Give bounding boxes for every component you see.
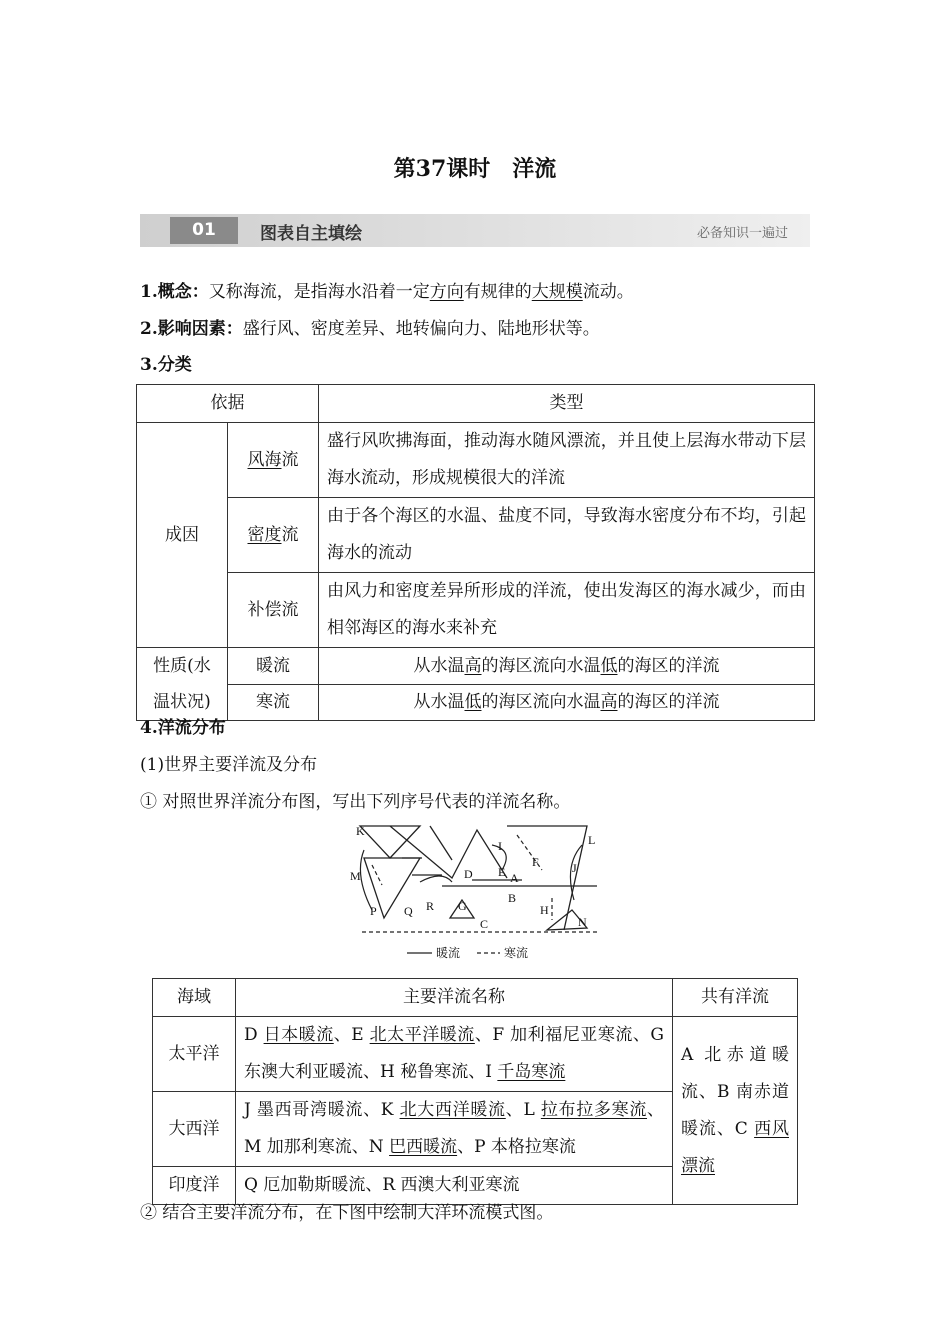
section-number: 01 bbox=[170, 217, 238, 244]
classification-table bbox=[136, 384, 815, 721]
current-label: K bbox=[356, 824, 365, 838]
table-header: 类型 bbox=[319, 385, 815, 423]
table-header: 海域 bbox=[153, 979, 236, 1017]
current-label: G bbox=[458, 899, 467, 913]
table-cell: 大西洋 bbox=[153, 1092, 236, 1167]
table-cell: 密度流 bbox=[228, 498, 319, 573]
coastline bbox=[430, 826, 452, 860]
section-title: 图表自主填绘 bbox=[260, 224, 362, 244]
table-cell: 成因 bbox=[137, 423, 228, 648]
current-label: L bbox=[588, 833, 596, 847]
section-tag: 必备知识一遍过 bbox=[696, 226, 788, 241]
current-label: Q bbox=[404, 904, 413, 918]
instruction: ① 对照世界洋流分布图，写出下列序号代表的洋流名称。 bbox=[140, 792, 571, 812]
section-banner bbox=[140, 214, 810, 247]
current-line bbox=[360, 850, 372, 910]
table-cell: 暖流 bbox=[228, 648, 319, 685]
table-cell: A 北赤道暖流、B 南赤道暖流、C 西风漂流 bbox=[673, 1017, 798, 1205]
table-cell: 从水温高的海区流向水温低的海区的洋流 bbox=[319, 648, 815, 685]
table-cell: 盛行风吹拂海面，推动海水随风漂流，并且使上层海水带动下层海水流动，形成规模很大的洋流 bbox=[319, 423, 815, 498]
current-label: J bbox=[572, 861, 577, 875]
current-label: D bbox=[464, 867, 473, 881]
current-label: P bbox=[370, 904, 377, 918]
legend-warm-label: 暖流 bbox=[436, 946, 461, 960]
coastline bbox=[390, 826, 507, 878]
ocean-current-diagram bbox=[342, 820, 607, 966]
current-label: N bbox=[578, 915, 587, 929]
table-cell: 由于各个海区的水温、盐度不同，导致海水密度分布不均，引起海水的流动 bbox=[319, 498, 815, 573]
current-label: F bbox=[532, 855, 539, 869]
table-cell: 寒流 bbox=[228, 684, 319, 721]
table-cell: 性质(水温状况) bbox=[137, 648, 228, 721]
table-cell: 从水温低的海区流向水温高的海区的洋流 bbox=[319, 684, 815, 721]
table-cell: J 墨西哥湾暖流、K 北大西洋暖流、L 拉布拉多寒流、M 加那利寒流、N 巴西暖流、P 本格拉寒流 bbox=[236, 1092, 673, 1167]
landmass bbox=[360, 826, 420, 858]
legend-cold-label: 寒流 bbox=[504, 946, 529, 960]
current-label: I bbox=[498, 839, 502, 853]
current-label: M bbox=[350, 869, 361, 883]
classification-heading: 3.分类 bbox=[140, 355, 192, 375]
subheading: (1)世界主要洋流及分布 bbox=[140, 755, 318, 775]
table-cell: Q 厄加勒斯暖流、R 西澳大利亚寒流 bbox=[236, 1167, 673, 1205]
distribution-heading: 4.洋流分布 bbox=[140, 718, 226, 738]
instruction: ② 结合主要洋流分布，在下图中绘制大洋环流模式图。 bbox=[140, 1203, 554, 1223]
table-header: 共有洋流 bbox=[673, 979, 798, 1017]
cold-current-line bbox=[372, 865, 382, 885]
factors-paragraph: 2.影响因素：盛行风、密度差异、地转偏向力、陆地形状等。 bbox=[140, 319, 600, 339]
table-cell: 风海流 bbox=[228, 423, 319, 498]
current-label: E bbox=[498, 865, 506, 879]
current-line bbox=[420, 876, 452, 882]
current-label: B bbox=[508, 891, 517, 905]
concept-paragraph: 1.概念：又称海流，是指海水沿着一定方向有规律的大规模流动。 bbox=[140, 282, 634, 302]
current-label: C bbox=[480, 917, 489, 931]
current-label: A bbox=[510, 871, 519, 885]
currents-table bbox=[152, 978, 798, 1205]
table-cell: 由风力和密度差异所形成的洋流，使出发海区的海水减少，而由相邻海区的海水来补充 bbox=[319, 573, 815, 648]
page-title: 第37课时 洋流 bbox=[393, 156, 557, 182]
current-label: H bbox=[540, 903, 549, 917]
table-cell: 补偿流 bbox=[228, 573, 319, 648]
table-cell: 印度洋 bbox=[153, 1167, 236, 1205]
table-cell: D 日本暖流、E 北太平洋暖流、F 加利福尼亚寒流、G 东澳大利亚暖流、H 秘鲁寒流、I 千岛寒流 bbox=[236, 1017, 673, 1092]
current-label: R bbox=[426, 899, 435, 913]
table-cell: 太平洋 bbox=[153, 1017, 236, 1092]
table-header: 依据 bbox=[137, 385, 319, 423]
table-header: 主要洋流名称 bbox=[236, 979, 673, 1017]
